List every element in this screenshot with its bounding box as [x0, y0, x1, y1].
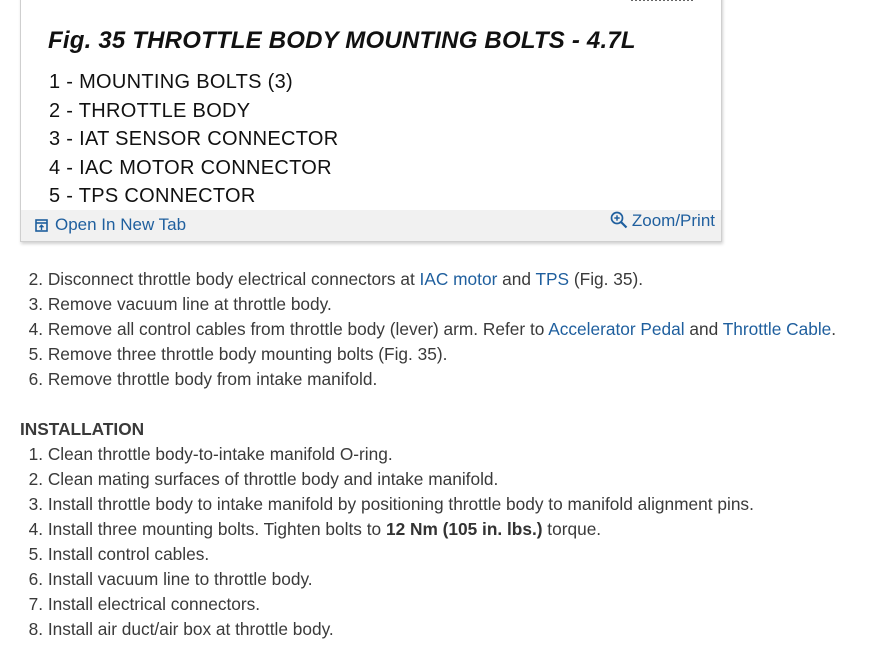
- step-text: Install control cables.: [47, 544, 210, 564]
- step-number: 5.: [28, 344, 43, 364]
- list-item: [20, 617, 880, 642]
- torque-spec: 12 Nm (105 in. lbs.): [385, 519, 543, 539]
- step-number: 2.: [28, 469, 43, 489]
- list-item: [20, 592, 880, 617]
- step-text: Install vacuum line to throttle body.: [47, 569, 313, 589]
- legend-item: 3 - IAT SENSOR CONNECTOR: [49, 128, 339, 151]
- step-number: 5.: [28, 544, 43, 564]
- list-item: [20, 342, 880, 367]
- step-number: 1.: [28, 444, 43, 464]
- step-text: Disconnect throttle body electrical connectors at: [47, 269, 420, 289]
- step-text: Install air duct/air box at throttle body.: [47, 619, 334, 639]
- step-text: Remove three throttle body mounting bolts (Fig. 35).: [47, 344, 448, 364]
- figure-title: Fig. 35 THROTTLE BODY MOUNTING BOLTS - 4.7L: [48, 27, 636, 54]
- list-item: [20, 517, 880, 542]
- step-number: 8.: [28, 619, 43, 639]
- step-number: 7.: [28, 594, 43, 614]
- installation-steps: [20, 442, 880, 642]
- step-text: Clean mating surfaces of throttle body and intake manifold.: [47, 469, 499, 489]
- figure-image-edge: [631, 0, 693, 3]
- iac-motor-link[interactable]: IAC motor: [419, 269, 498, 289]
- figure-card: [20, 0, 722, 242]
- legend-item: 2 - THROTTLE BODY: [49, 99, 251, 122]
- zoom-print-label: Zoom/Print: [631, 211, 715, 230]
- step-text: and: [497, 269, 536, 289]
- step-number: 3.: [28, 494, 43, 514]
- step-number: 2.: [28, 269, 43, 289]
- step-text: Install electrical connectors.: [47, 594, 261, 614]
- list-item: [20, 467, 880, 492]
- list-item: [20, 267, 880, 292]
- figure-action-bar: [21, 210, 721, 241]
- legend-item: 4 - IAC MOTOR CONNECTOR: [49, 156, 332, 179]
- step-text: and: [684, 319, 723, 339]
- open-in-new-tab-icon: [35, 219, 48, 232]
- list-item: [20, 367, 880, 392]
- list-item: [20, 292, 880, 317]
- open-in-new-tab-link[interactable]: [35, 215, 186, 235]
- step-text: Remove vacuum line at throttle body.: [47, 294, 332, 314]
- legend-item: 1 - MOUNTING BOLTS (3): [49, 71, 294, 93]
- list-item: [20, 542, 880, 567]
- open-in-new-tab-label: Open In New Tab: [55, 215, 187, 234]
- zoom-in-icon: [610, 211, 628, 229]
- list-item: [20, 442, 880, 467]
- step-text: Install three mounting bolts. Tighten bolts to: [47, 519, 386, 539]
- removal-steps: [20, 267, 880, 392]
- list-item: [20, 317, 880, 342]
- list-item: [20, 492, 880, 517]
- installation-heading: INSTALLATION: [20, 419, 145, 439]
- step-number: 4.: [28, 319, 43, 339]
- procedure-content: [20, 267, 880, 642]
- legend-item: 5 - TPS CONNECTOR: [49, 185, 256, 208]
- throttle-cable-link[interactable]: Throttle Cable: [722, 319, 832, 339]
- step-text: Install throttle body to intake manifold by positioning throttle body to manifold alignment pins.: [47, 494, 754, 514]
- step-text: Remove throttle body from intake manifold.: [47, 369, 378, 389]
- list-item: [20, 567, 880, 592]
- step-number: 6.: [28, 569, 43, 589]
- step-text: Clean throttle body-to-intake manifold O-ring.: [47, 444, 393, 464]
- step-text: .: [831, 319, 837, 339]
- step-text: torque.: [542, 519, 602, 539]
- step-text: (Fig. 35).: [569, 269, 644, 289]
- tps-link[interactable]: TPS: [535, 269, 570, 289]
- step-number: 4.: [28, 519, 43, 539]
- step-number: 3.: [28, 294, 43, 314]
- figure-legend: [49, 68, 338, 211]
- step-text: Remove all control cables from throttle body (lever) arm. Refer to: [47, 319, 549, 339]
- step-number: 6.: [28, 369, 43, 389]
- accelerator-pedal-link[interactable]: Accelerator Pedal: [548, 319, 685, 339]
- zoom-print-link[interactable]: [610, 210, 715, 235]
